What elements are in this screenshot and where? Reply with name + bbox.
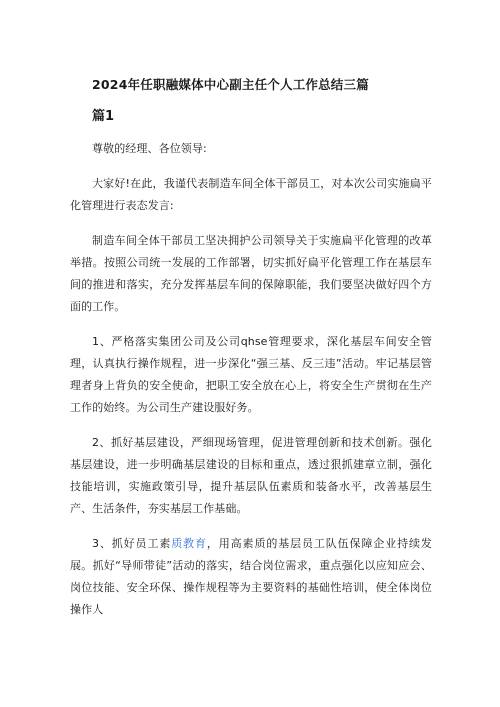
salutation: 尊敬的经理、各位领导: bbox=[92, 142, 207, 155]
paragraph-item-3 bbox=[70, 533, 432, 621]
paragraph-intro: 大家好!在此，我谨代表制造车间全体干部员工，对本次公司实施扁平化管理进行表态发言: bbox=[70, 177, 432, 212]
document-body bbox=[70, 76, 432, 634]
paragraph-item-3-start: 3、抓好员工素 bbox=[92, 537, 172, 550]
quality-education-link[interactable]: 质教育 bbox=[171, 537, 207, 550]
paragraph-item-1: 1、严格落实集团公司及公司qhse管理要求，深化基层车间安全管理，认真执行操作规程，进一步深化“强三基、反三违”活动。牢记基层管理者身上背负的安全使命，把职工安全放在心上，将安全生产贯彻在生产工作的始终。为公司生产建设服好务。 bbox=[70, 335, 432, 414]
document-title: 2024年任职融媒体中心副主任个人工作总结三篇 bbox=[92, 77, 369, 92]
paragraph-item-2: 2、抓好基层建设，严细现场管理，促进管理创新和技术创新。强化基层建设，进一步明确基层建设的目标和重点，透过狠抓建章立制，强化技能培训，实施政策引导，提升基层队伍素质和装备水平，改善基层生产、生活条件，夯实基层工作基础。 bbox=[70, 436, 432, 515]
section-heading: 篇1 bbox=[92, 109, 115, 124]
paragraph-support: 制造车间全体干部员工坚决拥护公司领导关于实施扁平化管理的改革举措。按照公司统一发展的工作部署，切实抓好扁平化管理工作在基层车间的推进和落实，充分发挥基层车间的保障职能，我们要坚决做好四个方面的工作。 bbox=[70, 234, 432, 313]
paragraph-item-3-rest: ，用高素质的基层员工队伍保障企业持续发展。抓好“导师带徒”活动的落实，结合岗位需求，重点强化以应知应会、岗位技能、安全环保、操作规程等为主要资料的基础性培训，使全体岗位操作人 bbox=[70, 537, 432, 616]
